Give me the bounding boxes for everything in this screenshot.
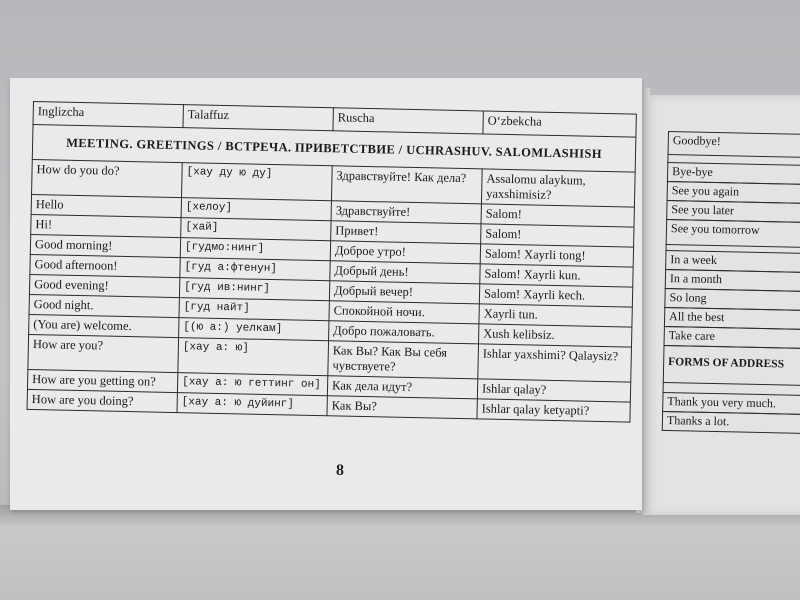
header-russian: Ruscha — [333, 108, 483, 134]
header-uzbek: O‘zbekcha — [483, 111, 636, 137]
cell-russian: Как дела идут? — [327, 376, 477, 399]
header-pronunciation: Talaffuz — [183, 105, 333, 131]
cell-uzbek: Ishlar qalay? — [477, 379, 630, 402]
right-page-table — [662, 132, 800, 434]
cell-pronunciation: [гуд а:фтенун] — [180, 258, 330, 281]
cell-english: Good night. — [29, 294, 179, 317]
cell-uzbek: Assalomu alaykum, yaxshimisiz? — [481, 169, 635, 207]
cell-russian: Привет! — [331, 221, 481, 244]
right-list-item: See you tomorrow — [666, 219, 800, 248]
cell-pronunciation: [хау а: ю] — [178, 338, 329, 376]
cell-english: (You are) welcome. — [29, 314, 179, 337]
section-title: MEETING. GREETINGS / ВСТРЕЧА. ПРИВЕТСТВИЕ / UCHRASHUV. SALOMLASHISH — [32, 125, 636, 173]
cell-russian: Здравствуйте! Как дела? — [331, 166, 482, 204]
cell-pronunciation: [хау ду ю ду] — [182, 163, 333, 201]
cell-uzbek: Xayrli tun. — [479, 304, 632, 327]
cell-pronunciation: [гудмо:нинг] — [180, 238, 330, 261]
cell-english: Good afternoon! — [30, 254, 180, 277]
cell-english: How are you? — [28, 334, 179, 372]
cell-russian: Добро пожаловать. — [329, 321, 479, 344]
cell-english: How are you doing? — [27, 389, 177, 412]
phrase-table — [27, 101, 637, 423]
right-list-item: See you later — [666, 200, 800, 223]
cell-russian: Здравствуйте! — [331, 201, 481, 224]
right-list-item: Take care — [664, 326, 800, 349]
cell-uzbek: Ishlar yaxshimi? Qalaysiz? — [478, 344, 632, 382]
cell-russian: Как Вы? Как Вы себя чувствуете? — [328, 341, 479, 379]
right-list-item: In a month — [665, 269, 800, 292]
cell-russian: Доброе утро! — [330, 241, 480, 264]
cell-uzbek: Salom! Xayrli kun. — [480, 264, 633, 287]
cell-english: How do you do? — [32, 159, 183, 197]
cell-uzbek: Xush kelibsiz. — [479, 324, 632, 347]
right-list-item: Thanks a lot. — [662, 411, 800, 434]
cell-english: Good morning! — [30, 234, 180, 257]
cell-russian: Добрый день! — [330, 261, 480, 284]
cell-pronunciation: [гуд ив:нинг] — [179, 278, 329, 301]
cell-pronunciation: [(ю а:) уелкам] — [179, 318, 329, 341]
cell-russian: Как Вы? — [327, 396, 477, 419]
cell-english: Good evening! — [29, 274, 179, 297]
right-list-item: Goodbye! — [668, 131, 800, 158]
cell-russian: Добрый вечер! — [329, 281, 479, 304]
cell-pronunciation: [хау а: ю геттинг он] — [177, 373, 327, 396]
cell-english: How are you getting on? — [27, 369, 177, 392]
cell-pronunciation: [хау а: ю дуйинг] — [177, 393, 327, 416]
cell-pronunciation: [хай] — [181, 218, 331, 241]
cell-pronunciation: [гуд найт] — [179, 298, 329, 321]
right-list-item: Bye-bye — [667, 162, 800, 185]
cell-uzbek: Salom! Xayrli tong! — [480, 244, 633, 267]
page-number: 8 — [335, 461, 345, 480]
right-section-title: FORMS OF ADDRESS — [663, 345, 800, 386]
right-list-item: In a week — [665, 250, 800, 273]
book-bottom-edge — [0, 505, 800, 600]
cell-english: Hi! — [31, 214, 181, 237]
header-english: Inglizcha — [33, 102, 183, 128]
cell-english: Hello — [31, 194, 181, 217]
cell-uzbek: Salom! — [481, 224, 634, 247]
right-list-item: Thank you very much. — [662, 392, 800, 415]
cell-pronunciation: [хелоу] — [181, 198, 331, 221]
cell-uzbek: Ishlar qalay ketyapti? — [477, 399, 630, 422]
cell-uzbek: Salom! — [481, 204, 634, 227]
cell-russian: Спокойной ночи. — [329, 301, 479, 324]
cell-uzbek: Salom! Xayrli kech. — [479, 284, 632, 307]
right-list-item: All the best — [664, 307, 800, 330]
right-list-item: See you again — [667, 181, 800, 204]
right-list-item: So long — [664, 288, 800, 311]
